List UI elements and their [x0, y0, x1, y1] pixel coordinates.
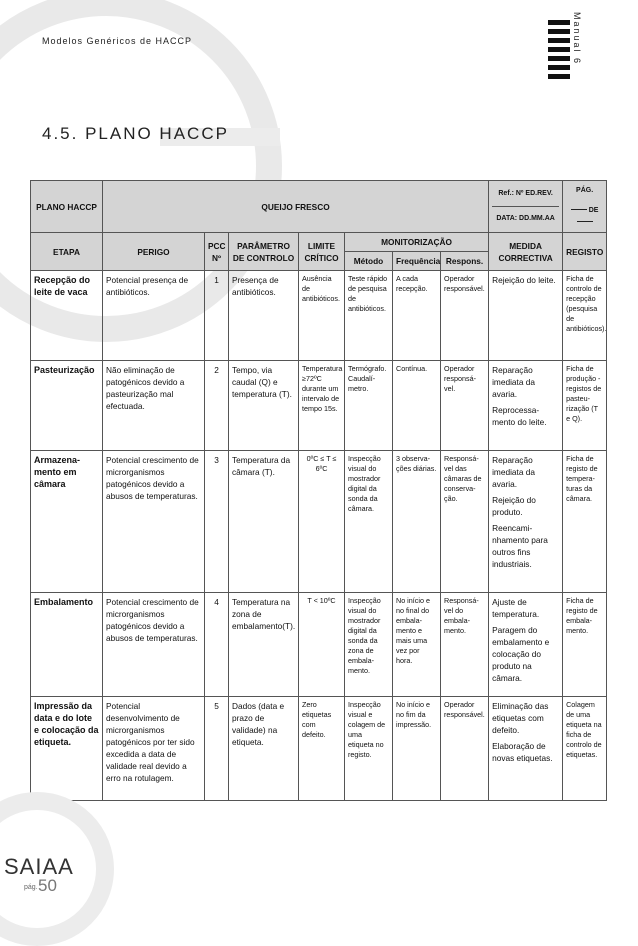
- limite-cell: Temperatura ≥72ºC durante um intervalo de tempo 15s.: [299, 361, 345, 451]
- etapa-cell: Armazena-mento em câmara: [31, 451, 103, 593]
- col-monitorizacao: MONITORIZAÇÃO: [345, 233, 489, 252]
- table-row: [31, 451, 607, 593]
- ref-label: Ref.: Nº ED.REV.: [492, 188, 559, 207]
- section-title: 4.5. PLANO HACCP: [42, 124, 229, 143]
- frequencia-cell: No início e no fim da impressão.: [393, 697, 441, 801]
- metodo-cell: Inspecção visual do mostrador digital da sonda da câmara.: [345, 451, 393, 593]
- medida-item: Reencami-nhamento para outros fins industriais.: [492, 523, 548, 569]
- pcc-cell: 4: [205, 593, 229, 697]
- etapa-cell: Impressão da data e do lote e colocação da etiqueta.: [31, 697, 103, 801]
- perigo-cell: Não eliminação de patogénicos devido a pasteurização mal efectuada.: [103, 361, 205, 451]
- registo-cell: Ficha de registo de tempera-turas da câmara.: [563, 451, 607, 593]
- manual-label: Manual 6: [572, 12, 582, 66]
- medida-item: Ajuste de temperatura.: [492, 597, 540, 619]
- registo-cell: Ficha de controlo de recepção (pesquisa de antibióticos).: [563, 271, 607, 361]
- medida-item: Paragem do embalamento e colocação do produto na câmara.: [492, 625, 550, 683]
- medida-cell: [489, 361, 563, 451]
- parametro-cell: Tempo, via caudal (Q) e temperatura (T).: [229, 361, 299, 451]
- col-metodo: Método: [345, 252, 393, 271]
- table-row: [31, 697, 607, 801]
- table-row: [31, 361, 607, 451]
- metodo-cell: Termógrafo. Caudalí-metro.: [345, 361, 393, 451]
- medida-item: Reprocessa-mento do leite.: [492, 405, 547, 427]
- col-frequencia: Frequência: [393, 252, 441, 271]
- col-perigo: PERIGO: [103, 233, 205, 271]
- respons-cell: Responsá-vel das câmaras de conserva-ção.: [441, 451, 489, 593]
- col-registo: REGISTO: [563, 233, 607, 271]
- frequencia-cell: Contínua.: [393, 361, 441, 451]
- page-number: 50: [38, 876, 57, 895]
- registo-cell: Ficha de registo de embala-mento.: [563, 593, 607, 697]
- limite-cell: T < 10ºC: [299, 593, 345, 697]
- haccp-table: [30, 180, 607, 801]
- etapa-cell: Recepção do leite de vaca: [31, 271, 103, 361]
- brand-logo: SAIAA: [4, 854, 74, 879]
- perigo-cell: Potencial crescimento de microrganismos patogénicos devido a abusos de temperaturas.: [103, 593, 205, 697]
- pag-label: PÁG.: [576, 186, 594, 194]
- medida-cell: [489, 593, 563, 697]
- etapa-cell: Embalamento: [31, 593, 103, 697]
- product-name: QUEIJO FRESCO: [103, 181, 489, 233]
- medida-item: Elaboração de novas etiquetas.: [492, 741, 553, 763]
- registo-cell: Colagem de uma etiqueta na ficha de controlo de etiquetas.: [563, 697, 607, 801]
- limite-cell: Zero etiquetas com defeito.: [299, 697, 345, 801]
- medida-item: Reparação imediata da avaria.: [492, 365, 535, 399]
- metodo-cell: Inspecção visual e colagem de uma etiqueta no registo.: [345, 697, 393, 801]
- perigo-cell: Potencial presença de antibióticos.: [103, 271, 205, 361]
- etapa-cell: Pasteurização: [31, 361, 103, 451]
- perigo-cell: Potencial crescimento de microrganismos patogénicos devido a abusos de temperaturas.: [103, 451, 205, 593]
- col-pcc: PCC Nº: [205, 233, 229, 271]
- medida-item: Rejeição do leite.: [492, 275, 556, 285]
- medida-cell: [489, 451, 563, 593]
- respons-cell: Operador responsável.: [441, 697, 489, 801]
- medida-cell: [489, 271, 563, 361]
- pcc-cell: 3: [205, 451, 229, 593]
- frequencia-cell: No início e no final do embala-mento e mais uma vez por hora.: [393, 593, 441, 697]
- decorative-bars: [548, 20, 570, 83]
- frequencia-cell: 3 observa-ções diárias.: [393, 451, 441, 593]
- parametro-cell: Dados (data e prazo de validade) na etiqueta.: [229, 697, 299, 801]
- table-row: [31, 271, 607, 361]
- parametro-cell: Temperatura na zona de embalamento(T).: [229, 593, 299, 697]
- pcc-cell: 1: [205, 271, 229, 361]
- medida-item: Rejeição do produto.: [492, 495, 536, 517]
- col-limite: LIMITE CRÍTICO: [299, 233, 345, 271]
- perigo-cell: Potencial desenvolvimento de microrganismos patogénicos por ter sido excedida a data de validade real devido a erro na rotulagem.: [103, 697, 205, 801]
- respons-cell: Responsá-vel do embala-mento.: [441, 593, 489, 697]
- col-parametro: PARÂMETRO DE CONTROLO: [229, 233, 299, 271]
- col-medida: MEDIDA CORRECTIVA: [489, 233, 563, 271]
- parametro-cell: Temperatura da câmara (T).: [229, 451, 299, 593]
- medida-item: Eliminação das etiquetas com defeito.: [492, 701, 549, 735]
- limite-cell: 0ºC ≤ T ≤ 6ºC: [299, 451, 345, 593]
- parametro-cell: Presença de antibióticos.: [229, 271, 299, 361]
- metodo-cell: Inspecção visual do mostrador digital da sonda da zona de embala-mento.: [345, 593, 393, 697]
- registo-cell: Ficha de produção - registos de pasteu-rização (T e Q).: [563, 361, 607, 451]
- pcc-cell: 5: [205, 697, 229, 801]
- frequencia-cell: A cada recepção.: [393, 271, 441, 361]
- pcc-cell: 2: [205, 361, 229, 451]
- document-header: Modelos Genéricos de HACCP: [42, 36, 193, 46]
- medida-cell: [489, 697, 563, 801]
- de-label: DE: [588, 206, 599, 214]
- plano-haccp-label: PLANO HACCP: [31, 181, 103, 233]
- ref-data-cell: [489, 181, 563, 233]
- medida-item: Reparação imediata da avaria.: [492, 455, 535, 489]
- limite-cell: Ausência de antibióticos.: [299, 271, 345, 361]
- page-label: pág.: [24, 884, 38, 891]
- col-etapa: ETAPA: [31, 233, 103, 271]
- respons-cell: Operador responsável.: [441, 271, 489, 361]
- date-label: DATA: DD.MM.AA: [496, 215, 555, 222]
- page-cell: [563, 181, 607, 233]
- col-respons: Respons.: [441, 252, 489, 271]
- respons-cell: Operador responsá-vel.: [441, 361, 489, 451]
- metodo-cell: Teste rápido de pesquisa de antibióticos.: [345, 271, 393, 361]
- table-row: [31, 593, 607, 697]
